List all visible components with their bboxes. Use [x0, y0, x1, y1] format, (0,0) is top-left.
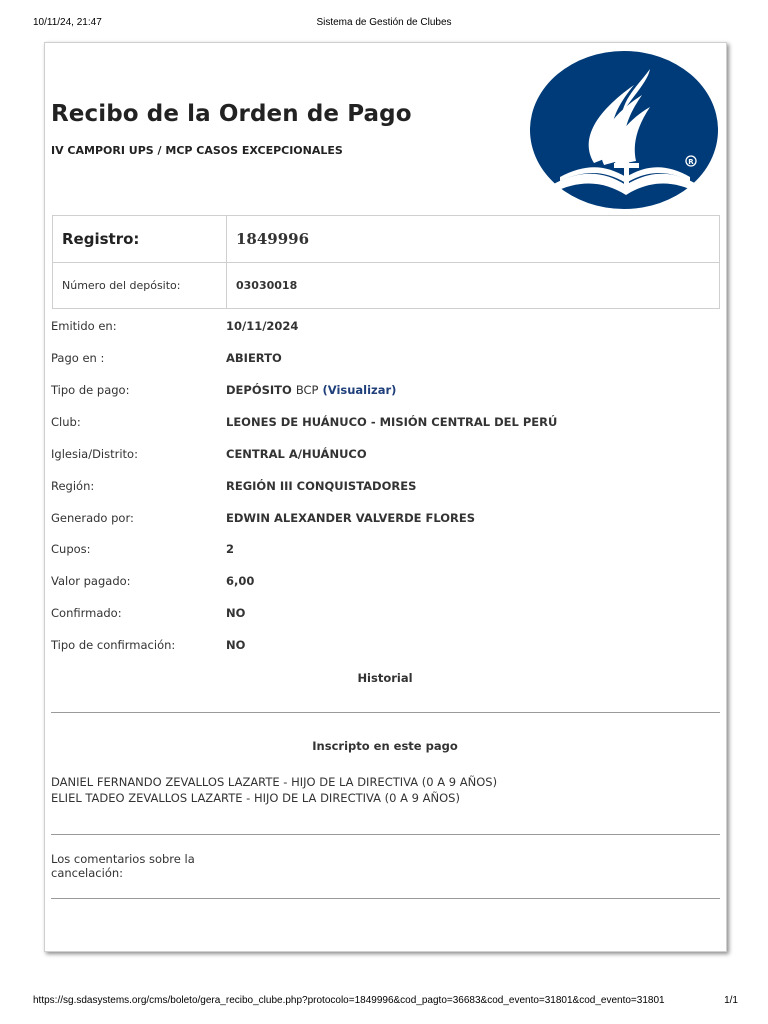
print-footer [0, 995, 768, 1009]
pago-value: ABIERTO [226, 351, 282, 365]
region-row [51, 477, 719, 495]
cupos-label: Cupos: [51, 542, 91, 556]
emitido-label: Emitido en: [51, 319, 117, 333]
tipo-confirmacion-row [51, 636, 719, 654]
pago-label: Pago en : [51, 351, 105, 365]
tipo-confirmacion-label: Tipo de confirmación: [51, 638, 176, 652]
list-item: DANIEL FERNANDO ZEVALLOS LAZARTE - HIJO DE LA DIRECTIVA (0 A 9 AÑOS) [51, 775, 498, 789]
print-header [0, 17, 768, 31]
emitido-value: 10/11/2024 [226, 319, 299, 333]
registro-table [52, 215, 720, 309]
cupos-value: 2 [226, 542, 235, 556]
tipo-pago-value [226, 381, 396, 399]
print-datetime: 10/11/24, 21:47 [33, 17, 102, 28]
iglesia-label: Iglesia/Distrito: [51, 447, 138, 461]
region-label: Región: [51, 479, 95, 493]
confirmado-value: NO [226, 606, 246, 620]
valor-value: 6,00 [226, 574, 255, 588]
visualizar-link[interactable]: (Visualizar) [322, 383, 397, 397]
confirmado-label: Confirmado: [51, 606, 122, 620]
print-url: https://sg.sdasystems.org/cms/boleto/gera_recibo_clube.php?protocolo=1849996&cod_pagto=36683&cod_evento=31801&cod_evento=31801 [33, 995, 665, 1006]
tipo-pago-label: Tipo de pago: [51, 383, 130, 397]
iglesia-value: CENTRAL A/HUÁNUCO [226, 447, 367, 461]
club-value: LEONES DE HUÁNUCO - MISIÓN CENTRAL DEL PERÚ [226, 415, 558, 429]
svg-text:R: R [688, 158, 694, 166]
comments-label: Los comentarios sobre la cancelación: [51, 852, 195, 880]
tipo-confirmacion-value: NO [226, 638, 246, 652]
generado-label: Generado por: [51, 511, 134, 525]
deposito-label: Número del depósito: [53, 262, 227, 309]
inscripto-list [51, 774, 497, 806]
club-row [51, 413, 719, 431]
region-value: REGIÓN III CONQUISTADORES [226, 479, 417, 493]
club-label: Club: [51, 415, 81, 429]
pago-row [51, 349, 719, 367]
divider [51, 834, 720, 835]
print-page-title: Sistema de Gestión de Clubes [316, 17, 452, 28]
receipt-title: Recibo de la Orden de Pago [51, 101, 412, 127]
divider [51, 898, 720, 899]
receipt-sheet [44, 42, 727, 952]
emitido-row [51, 317, 719, 335]
valor-label: Valor pagado: [51, 574, 131, 588]
cupos-row [51, 540, 719, 558]
tipo-pago-method: DEPÓSITO [226, 383, 292, 397]
tipo-pago-bank: BCP [295, 383, 319, 397]
confirmado-row [51, 604, 719, 622]
generado-value: EDWIN ALEXANDER VALVERDE FLORES [226, 511, 476, 525]
tipo-pago-row [51, 381, 719, 399]
valor-row [51, 572, 719, 590]
print-page-number: 1/1 [724, 995, 738, 1006]
list-item: ELIEL TADEO ZEVALLOS LAZARTE - HIJO DE LA DIRECTIVA (0 A 9 AÑOS) [51, 791, 460, 805]
generado-row [51, 509, 719, 527]
registro-value: 1849996 [227, 216, 720, 263]
deposito-value: 03030018 [227, 262, 720, 309]
inscripto-title: Inscripto en este pago [312, 739, 458, 753]
receipt-subtitle: IV CAMPORI UPS / MCP CASOS EXCEPCIONALES [51, 144, 343, 157]
iglesia-row [51, 445, 719, 463]
registro-label: Registro: [53, 216, 227, 263]
adventist-flame-logo-icon [530, 51, 718, 209]
divider [51, 712, 720, 713]
historial-title: Historial [357, 671, 413, 685]
